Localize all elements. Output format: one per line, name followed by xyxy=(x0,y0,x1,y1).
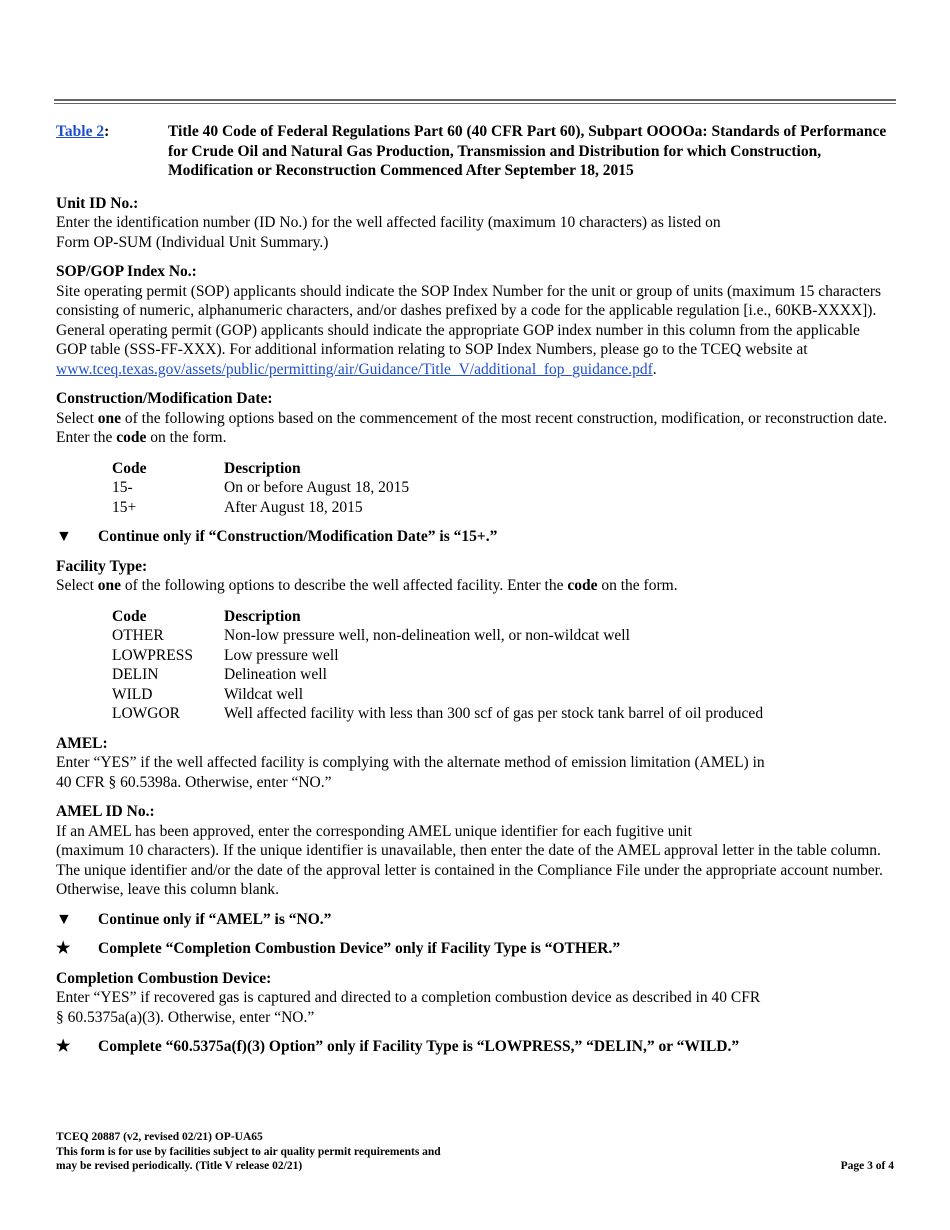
header-rule-bottom xyxy=(54,103,896,104)
triangle-down-icon: ▼ xyxy=(56,910,72,928)
table-row: 15- On or before August 18, 2015 xyxy=(112,479,410,496)
page-number: Page 3 of 4 xyxy=(840,1160,894,1172)
amel-id-text: If an AMEL has been approved, enter the corresponding AMEL unique identifier for each fugitive unit (maximum 10 characters). If the unique identifier is unavailable, then enter the date of the AMEL approval letter in the table column. The unique identifier and/or the date of the approval letter is contained in the Compliance File under the appropriate account number. Otherwise, leave this column blank. xyxy=(56,822,883,898)
table-heading xyxy=(56,122,888,181)
footer-usage-line1: This form is for use by facilities subject to air quality permit requirements and xyxy=(56,1145,441,1158)
code-column-header: Code xyxy=(112,607,147,625)
table-row: OTHER Non-low pressure well, non-delineation well, or non-wildcat well xyxy=(112,627,630,644)
table-row: LOWGOR Well affected facility with less than 300 scf of gas per stock tank barrel of oil produced xyxy=(112,705,764,722)
table-label xyxy=(56,122,168,181)
tceq-guidance-link[interactable]: www.tceq.texas.gov/assets/public/permitting/air/Guidance/Title_V/additional_fop_guidance.pdf xyxy=(56,360,653,378)
amel-section xyxy=(56,734,888,793)
construction-text: Select one of the following options based on the commencement of the most recent construction, modification, or reconstruction date. Enter the code on the form. xyxy=(56,409,888,446)
continue-note-amel: ▼ Continue only if “AMEL” is “NO.” xyxy=(56,910,332,928)
amel-id-section xyxy=(56,802,888,900)
footer-usage-line2: may be revised periodically. (Title V release 02/21) xyxy=(56,1160,303,1172)
construction-section xyxy=(56,389,888,517)
table-header-row xyxy=(112,459,409,479)
amel-text: Enter “YES” if the well affected facility is complying with the alternate method of emission limitation (AMEL) in 40 CFR § 60.5398a. Otherwise, enter “NO.” xyxy=(56,754,765,791)
page-footer xyxy=(56,1130,894,1174)
table-header-row xyxy=(112,607,763,627)
footer-form-id: TCEQ 20887 (v2, revised 02/21) OP-UA65 xyxy=(56,1131,263,1143)
table-2-link[interactable]: Table 2 xyxy=(56,123,105,140)
complete-note-option: ★ Complete “60.5375a(f)(3) Option” only if Facility Type is “LOWPRESS,” “DELIN,” or “WILD.” xyxy=(56,1038,740,1055)
construction-code-table xyxy=(112,459,409,518)
triangle-down-icon: ▼ xyxy=(56,528,72,545)
table-title: Title 40 Code of Federal Regulations Part 60 (40 CFR Part 60), Subpart OOOOa: Standards of Performance for Crude Oil and Natural Gas Production, Transmission and Distribution for which Construction, Modification or Reconstruction Commenced After September 18, 2015 xyxy=(168,123,887,179)
unit-id-heading: Unit ID No.: xyxy=(56,194,139,212)
table-row: DELIN Delineation well xyxy=(112,666,327,683)
unit-id-section xyxy=(56,194,888,253)
facility-type-heading: Facility Type: xyxy=(56,557,148,575)
completion-combustion-heading: Completion Combustion Device: xyxy=(56,969,272,987)
construction-heading: Construction/Modification Date: xyxy=(56,390,273,407)
sop-gop-text: Site operating permit (SOP) applicants should indicate the SOP Index Number for the unit or group of units (maximum 15 characters consisting of numeric, alphanumeric characters, and/or dashes prefixed by a code for the applicable regulation [i.e., 60KB-XXXX]). General operating permit (GOP) applicants should indicate the appropriate GOP index number in this column from the applicable GOP table (SSS-FF-XXX). For additional information relating to SOP Index Numbers, please go to the TCEQ website at www.tceq.texas.gov/assets/public/permitting/air/Guidance/Title_V/additional_fop_guidance.pdf. xyxy=(56,282,882,378)
sop-gop-section xyxy=(56,262,888,379)
completion-combustion-text: Enter “YES” if recovered gas is captured and directed to a completion combustion device as described in 40 CFR § 60.5375a(a)(3). Otherwise, enter “NO.” xyxy=(56,989,761,1026)
facility-code-table xyxy=(112,607,763,724)
amel-id-heading: AMEL ID No.: xyxy=(56,803,155,820)
facility-type-text: Select one of the following options to describe the well affected facility. Enter the code on the form. xyxy=(56,577,678,594)
star-icon: ★ xyxy=(56,940,71,957)
header-rule-top xyxy=(54,99,896,101)
description-column-header: Description xyxy=(224,607,301,625)
completion-combustion-section xyxy=(56,969,888,1028)
continue-note-construction: ▼ Continue only if “Construction/Modification Date” is “15+.” xyxy=(56,528,498,545)
unit-id-text: Enter the identification number (ID No.) for the well affected facility (maximum 10 characters) as listed on Form OP-SUM (Individual Unit Summary.) xyxy=(56,214,721,251)
complete-note-combustion: ★ Complete “Completion Combustion Device” only if Facility Type is “OTHER.” xyxy=(56,940,621,957)
table-row: LOWPRESS Low pressure well xyxy=(112,646,339,664)
table-colon: : xyxy=(104,123,110,140)
description-column-header: Description xyxy=(224,459,301,477)
amel-heading: AMEL: xyxy=(56,734,108,752)
facility-type-section xyxy=(56,557,888,724)
sop-gop-heading: SOP/GOP Index No.: xyxy=(56,263,197,280)
page-content xyxy=(56,122,888,1067)
table-row: 15+ After August 18, 2015 xyxy=(112,498,363,516)
code-column-header: Code xyxy=(112,459,147,477)
table-row: WILD Wildcat well xyxy=(112,685,303,703)
star-icon: ★ xyxy=(56,1038,71,1055)
